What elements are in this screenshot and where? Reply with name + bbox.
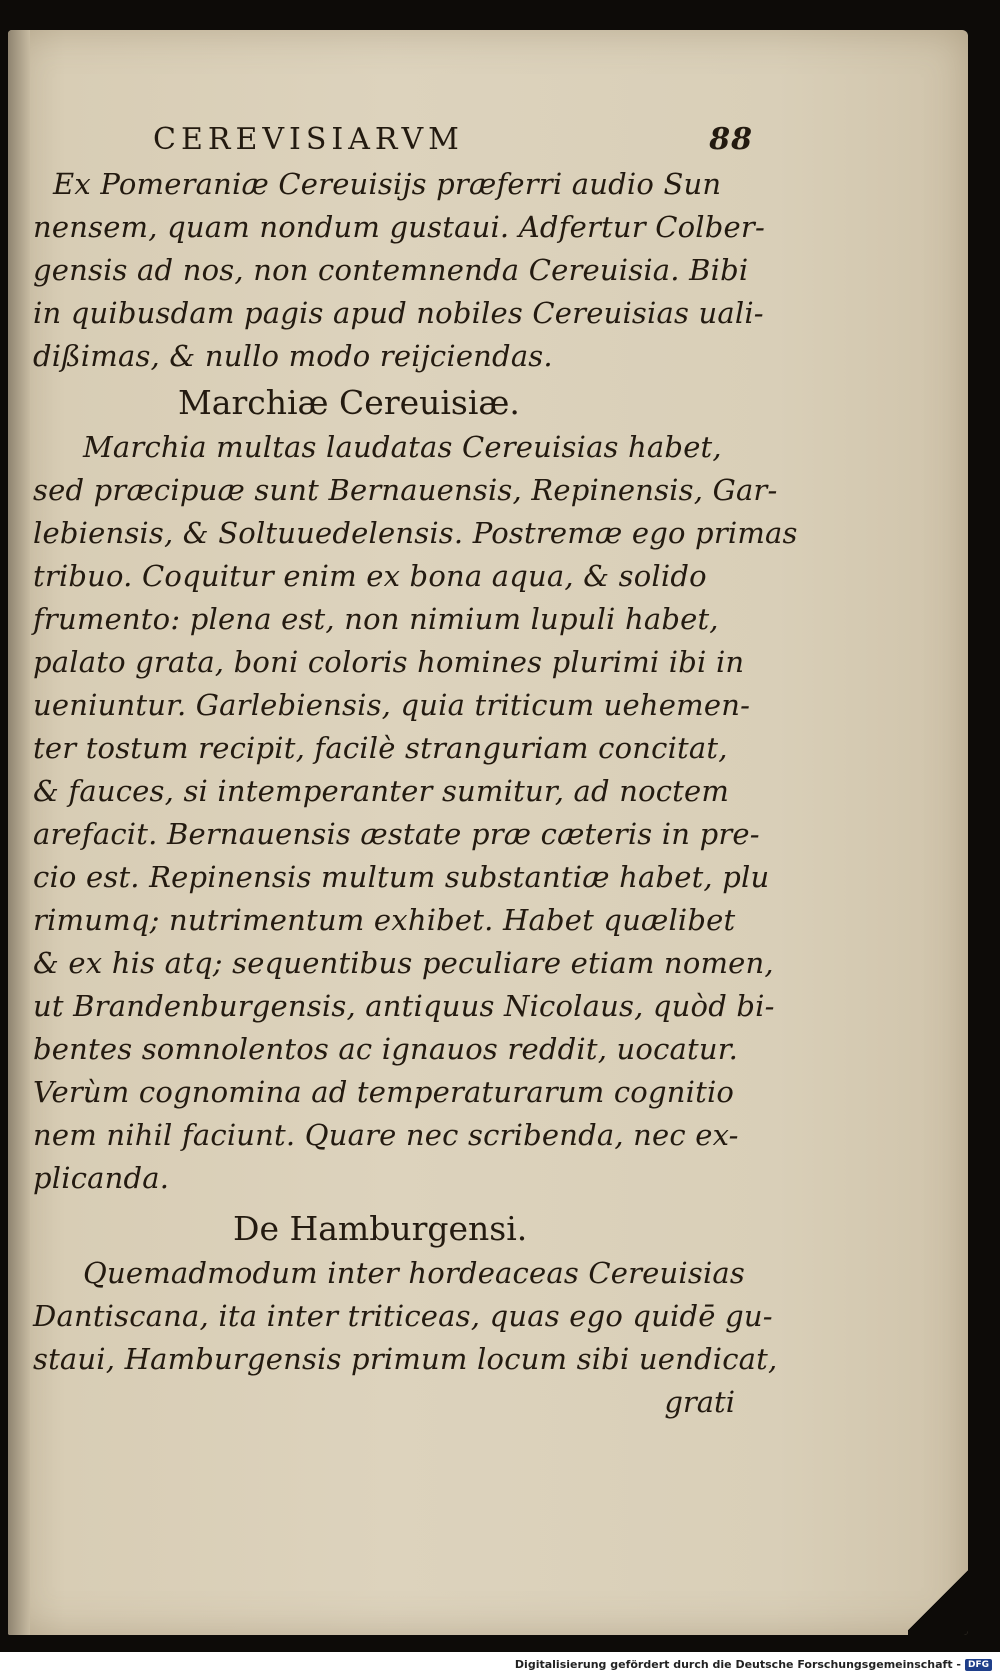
text-line: frumento: plena est, non nimium lupuli habet,: [33, 602, 719, 636]
paragraph-hamburg: [33, 1252, 778, 1381]
text-line: cio est. Repinensis multum substantiæ habet, plu: [33, 860, 770, 894]
page-number: 88: [709, 122, 753, 157]
text-line: bentes somnolentos ac ignauos reddit, uocatur.: [33, 1032, 739, 1066]
credit-text: Digitalisierung gefördert durch die Deutsche Forschungsgemeinschaft -: [514, 1658, 961, 1671]
catchword: grati: [664, 1385, 735, 1419]
text-line: & fauces, si intemperanter sumitur, ad noctem: [33, 774, 730, 808]
text-line: plicanda.: [33, 1161, 170, 1195]
text-line: nensem, quam nondum gustaui. Adfertur Colber-: [33, 210, 765, 244]
paragraph-pomerania: [33, 163, 765, 378]
text-line: tribuo. Coquitur enim ex bona aqua, & solido: [33, 559, 707, 593]
text-line: Dantiscana, ita inter triticeas, quas ego quidē gu-: [33, 1299, 773, 1333]
book-page: [8, 30, 968, 1635]
text-line: dißimas, & nullo modo reijciendas.: [33, 339, 553, 373]
dfg-logo-icon: DFG: [965, 1659, 992, 1671]
text-line: lebiensis, & Soltuuedelensis. Postremæ ego primas: [33, 516, 798, 550]
text-line: sed præcipuæ sunt Bernauensis, Repinensis, Gar-: [33, 473, 778, 507]
text-line: rimumq; nutrimentum exhibet. Habet quælibet: [33, 903, 736, 937]
running-title: CEREVISIARVM: [153, 122, 464, 157]
text-line: staui, Hamburgensis primum locum sibi uendicat,: [33, 1342, 778, 1376]
text-line: Ex Pomeraniæ Cereuisijs præferri audio Sun: [53, 167, 722, 201]
page-gutter: [8, 30, 30, 1635]
text-line: Marchia multas laudatas Cereuisias habet,: [83, 430, 722, 464]
text-line: ter tostum recipit, facilè stranguriam concitat,: [33, 731, 728, 765]
text-line: Quemadmodum inter hordeaceas Cereuisias: [83, 1256, 745, 1290]
text-line: arefacit. Bernauensis æstate præ cæteris in pre-: [33, 817, 760, 851]
text-line: in quibusdam pagis apud nobiles Cereuisias uali-: [33, 296, 764, 330]
running-header: [33, 122, 753, 157]
digitization-credit: [515, 1658, 992, 1671]
text-line: ut Brandenburgensis, antiquus Nicolaus, quòd bi-: [33, 989, 775, 1023]
page-text: [33, 122, 798, 1424]
section-heading-hamburg: De Hamburgensi.: [233, 1209, 528, 1248]
text-line: & ex his atq; sequentibus peculiare etiam nomen,: [33, 946, 774, 980]
text-line: Verùm cognomina ad temperaturarum cognitio: [33, 1075, 735, 1109]
section-heading-marchia: Marchiæ Cereuisiæ.: [178, 383, 520, 422]
text-line: ueniuntur. Garlebiensis, quia triticum uehemen-: [33, 688, 751, 722]
text-line: gensis ad nos, non contemnenda Cereuisia. Bibi: [33, 253, 749, 287]
text-line: palato grata, boni coloris homines plurimi ibi in: [33, 645, 745, 679]
paragraph-marchia: [33, 426, 798, 1200]
text-line: nem nihil faciunt. Quare nec scribenda, nec ex-: [33, 1118, 739, 1152]
